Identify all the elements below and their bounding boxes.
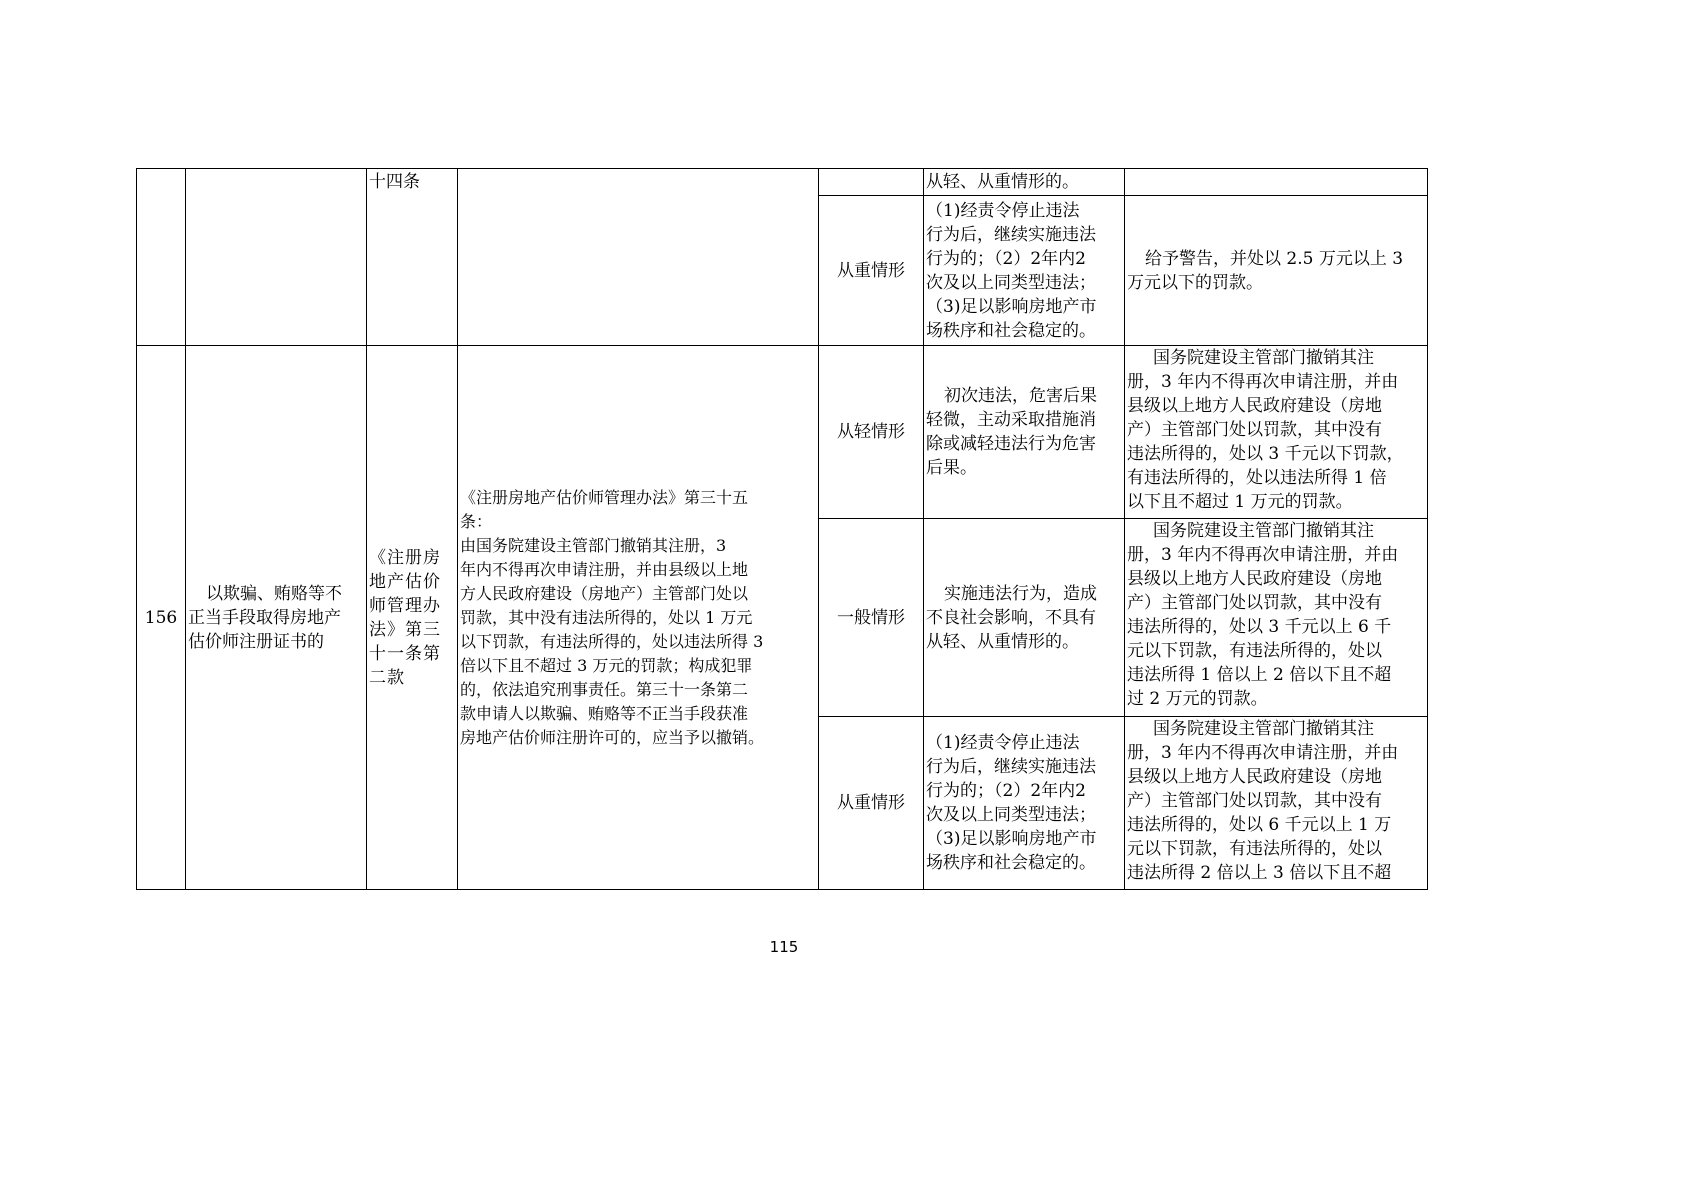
violation-cell: [188, 346, 364, 889]
column-divider: [1427, 168, 1428, 890]
standard-general-cell: [1127, 519, 1425, 716]
standard-light: 国务院建设主管部门撤销其注 册，3 年内不得再次申请注册，并由 县级以上地方人民政府建设（房地 产）主管部门处以罚款，其中没有 违法所得的，处以 3 千元以下罚款， 有违法所得的，处以违法所得 1 倍 以下且不超过 1 万元的罚款。: [1127, 348, 1404, 512]
table-border-bottom: [136, 889, 1428, 890]
standard-heavy-156-cell: [1127, 717, 1425, 889]
standard-light-cell: [1127, 346, 1425, 518]
standard-heavy: 给予警告，并处以 2.5 万元以上 3 万元以下的罚款。: [1127, 248, 1404, 293]
circumstance-heavy-156: 从重情形: [837, 793, 905, 813]
condition-heavy-156-cell: [926, 717, 1122, 889]
column-divider: [1124, 168, 1125, 890]
circumstance-general: 一般情形: [837, 607, 905, 628]
condition-light-cell: [926, 346, 1122, 518]
legal-basis-tail: 十四条: [369, 172, 420, 192]
column-divider: [457, 168, 458, 890]
condition-heavy-cell: [926, 196, 1122, 345]
standard-heavy-156: 国务院建设主管部门撤销其注 册，3 年内不得再次申请注册，并由 县级以上地方人民政府建设（房地 产）主管部门处以罚款，其中没有 违法所得的，处以 6 千元以上 1 万 元以下罚款，有违法所得的，处以 违法所得 2 倍以上 3 倍以下且不超: [1127, 719, 1399, 883]
condition-general-cell: [926, 519, 1122, 716]
standard-general: 国务院建设主管部门撤销其注 册，3 年内不得再次申请注册，并由 县级以上地方人民政府建设（房地 产）主管部门处以罚款，其中没有 违法所得的，处以 3 千元以上 6 千 元以下罚款，有违法所得的，处以 违法所得 1 倍以上 2 倍以下且不超 过 2 万元的罚款。: [1127, 521, 1399, 709]
item-number: 156: [144, 607, 178, 628]
table-border-top: [136, 168, 1428, 169]
column-divider: [185, 168, 186, 890]
page-number: 115: [769, 938, 799, 956]
circumstance-heavy: 从重情形: [837, 260, 905, 281]
condition-general: 实施违法行为，造成 不良社会影响，不具有 从轻、从重情形的。: [926, 583, 1097, 652]
standard-heavy-cell: [1127, 196, 1425, 345]
legal-basis-text: 《注册房 地产估价 师管理办 法》第三 十一条第 二款: [369, 547, 441, 688]
legal-basis-cell: [369, 346, 455, 889]
circumstance-light: 从轻情形: [837, 422, 905, 442]
condition-light: 初次违法，危害后果 轻微，主动采取措施消 除或减轻违法行为危害 后果。: [926, 386, 1097, 478]
condition-tail: 从轻、从重情形的。: [926, 172, 1079, 192]
column-divider: [366, 168, 367, 890]
condition-heavy: （1)经责令停止违法 行为后，继续实施违法 行为的；（2）2年内2 次及以上同类型违法； （3)足以影响房地产市 场秩序和社会稳定的。: [926, 200, 1097, 341]
condition-heavy-156: （1)经责令停止违法 行为后，继续实施违法 行为的；（2）2年内2 次及以上同类型违法； （3)足以影响房地产市 场秩序和社会稳定的。: [926, 733, 1097, 873]
column-divider: [923, 168, 924, 890]
penalty-provision-cell: [460, 346, 816, 889]
violation-text: 以欺骗、贿赂等不 正当手段取得房地产 估价师注册证书的: [188, 583, 342, 652]
penalty-provision-text: 《注册房地产估价师管理办法》第三十五 条： 由国务院建设主管部门撤销其注册，3 年内不得再次申请注册，并由县级以上地 方人民政府建设（房地产）主管部门处以 罚款，其中没有违法所得的，处以 1 万元 以下罚款，有违法所得的，处以违法所得 3 倍以下且不超过 3 万元的罚款；构成犯罪 的，依法追究刑事责任。第三十一条第二 款申请人以欺骗、贿赂等不正当手段获准 房地产估价师注册许可的，应当予以撤销。: [460, 487, 765, 747]
